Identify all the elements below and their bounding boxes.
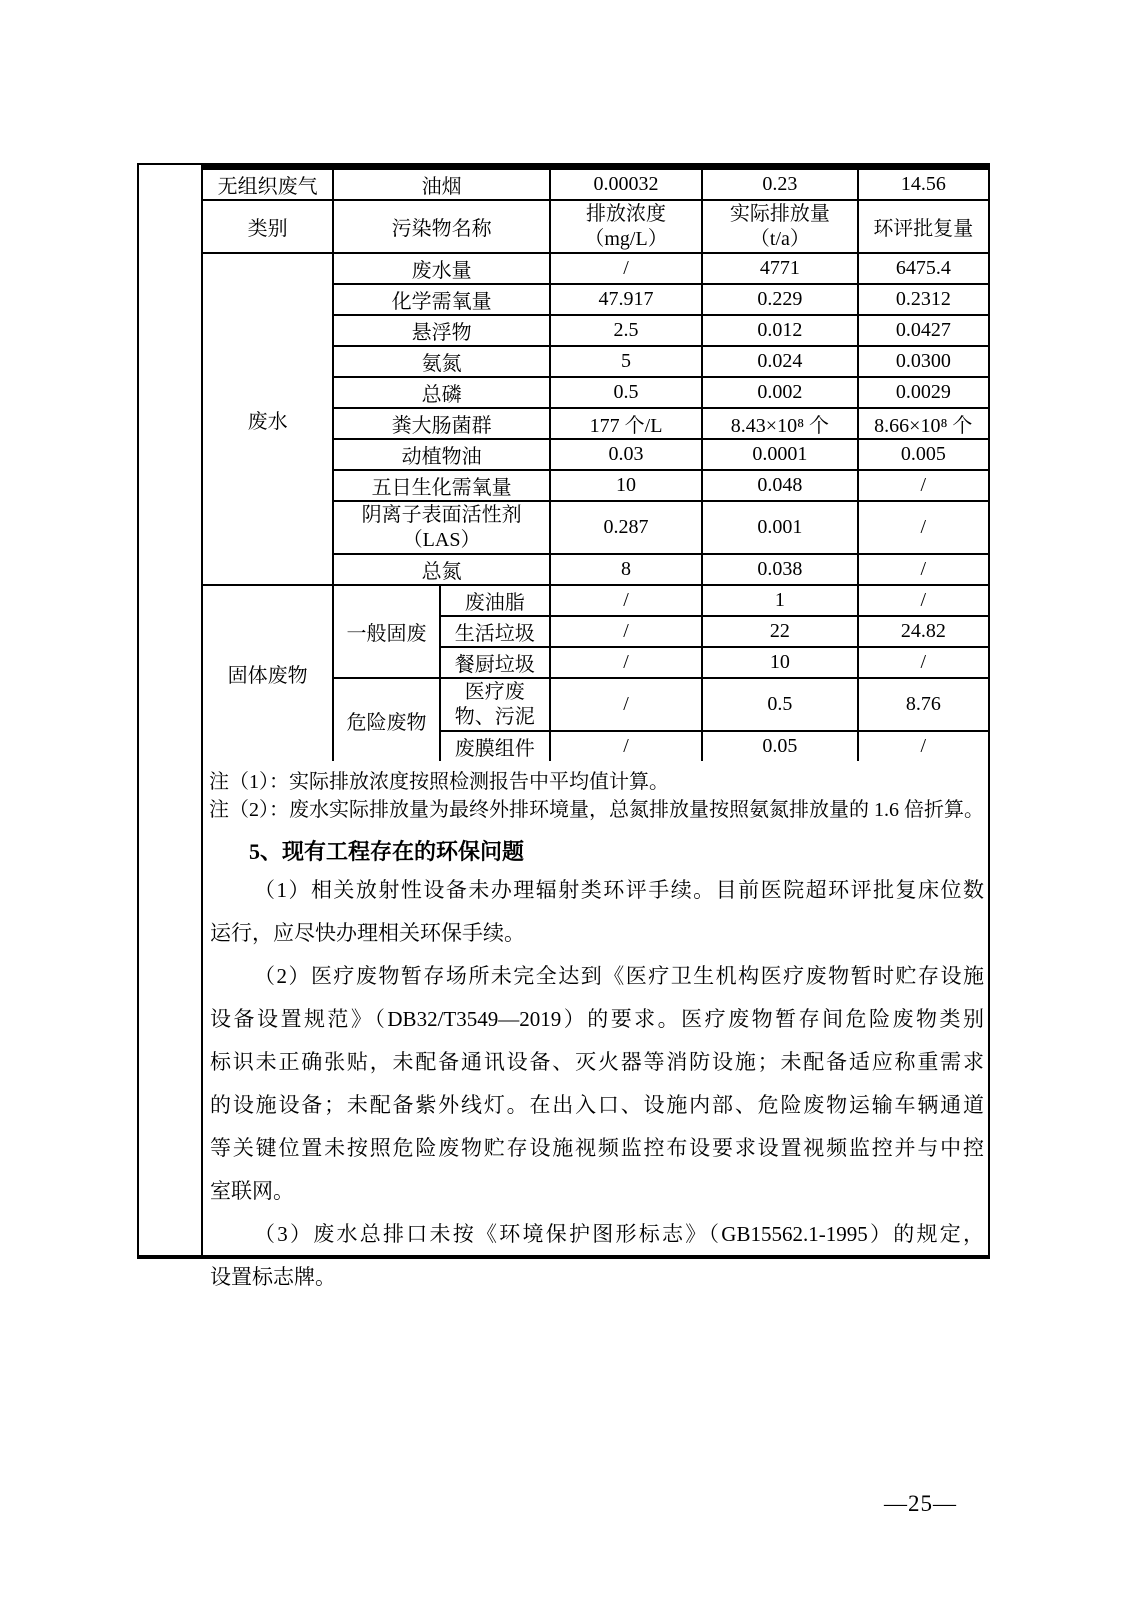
cell-approved: 8.76 bbox=[858, 678, 988, 731]
page-number: —25— bbox=[884, 1491, 957, 1516]
cell-actual: 0.048 bbox=[702, 470, 857, 501]
cell-approved: 8.66×10⁸ 个 bbox=[858, 408, 988, 439]
paragraph-line: 标识未正确张贴，未配备通讯设备、灭火器等消防设施；未配备适应称重需求 bbox=[210, 1050, 984, 1074]
cell-name bbox=[333, 501, 550, 554]
cell-name: 总氮 bbox=[333, 554, 550, 585]
cell-approved: 6475.4 bbox=[858, 253, 988, 284]
cell-name-line1: 医疗废 bbox=[464, 680, 525, 703]
cell-wastewater-category: 废水 bbox=[203, 253, 333, 585]
cell-concentration: 47.917 bbox=[550, 284, 702, 315]
cell-name: 废膜组件 bbox=[440, 731, 550, 761]
cell-actual: 0.012 bbox=[702, 315, 857, 346]
cell-approved: / bbox=[858, 585, 988, 616]
header-pollutant: 污染物名称 bbox=[333, 200, 550, 253]
cell-concentration: 8 bbox=[550, 554, 702, 585]
paragraph-line: 等关键位置未按照危险废物贮存设施视频监控布设要求设置视频监控并与中控 bbox=[210, 1136, 984, 1160]
header-actual bbox=[702, 200, 857, 253]
row-solid-0 bbox=[203, 585, 988, 616]
paragraph-line: （3）废水总排口未按《环境保护图形标志》（GB15562.1-1995）的规定， bbox=[254, 1222, 984, 1246]
cell-approved: 0.2312 bbox=[858, 284, 988, 315]
cell-name: 生活垃圾 bbox=[440, 616, 550, 647]
header-actual-line1: 实际排放量 bbox=[729, 202, 830, 225]
cell-approved: / bbox=[858, 554, 988, 585]
cell-solid-category: 固体废物 bbox=[203, 585, 333, 761]
cell-concentration: / bbox=[550, 253, 702, 284]
cell-actual: 8.43×10⁸ 个 bbox=[702, 408, 857, 439]
cell-concentration: / bbox=[550, 585, 702, 616]
cell-actual: 0.0001 bbox=[702, 439, 857, 470]
cell-name: 餐厨垃圾 bbox=[440, 647, 550, 678]
cell-concentration: 0.03 bbox=[550, 439, 702, 470]
cell-actual: 1 bbox=[702, 585, 857, 616]
cell-name-line2: 物、污泥 bbox=[454, 705, 535, 728]
cell-name: 粪大肠菌群 bbox=[333, 408, 550, 439]
cell-group-hazardous: 危险废物 bbox=[333, 678, 439, 761]
cell-actual: 22 bbox=[702, 616, 857, 647]
cell-concentration: 5 bbox=[550, 346, 702, 377]
cell-approved: 0.005 bbox=[858, 439, 988, 470]
header-approved: 环评批复量 bbox=[858, 200, 988, 253]
cell-approved: / bbox=[858, 647, 988, 678]
header-concentration-line2: （mg/L） bbox=[584, 227, 668, 250]
cell-group-general: 一般固废 bbox=[333, 585, 439, 678]
form-border bbox=[137, 163, 990, 1289]
cell-actual: 4771 bbox=[702, 253, 857, 284]
cell-actual: 0.23 bbox=[702, 170, 857, 200]
cell-approved: / bbox=[858, 731, 988, 761]
paragraph-line: 的设施设备；未配备紫外线灯。在出入口、设施内部、危险废物运输车辆通道 bbox=[210, 1093, 984, 1117]
cell-name: 化学需氧量 bbox=[333, 284, 550, 315]
cell-name bbox=[440, 678, 550, 731]
note-1: 注（1）：实际排放浓度按照检测报告中平均值计算。 bbox=[209, 771, 669, 793]
section-body bbox=[203, 869, 988, 1299]
cell-name: 悬浮物 bbox=[333, 315, 550, 346]
paragraph-line: （1）相关放射性设备未办理辐射类环评手续。目前医院超环评批复床位数 bbox=[254, 878, 984, 902]
cell-approved: 0.0029 bbox=[858, 377, 988, 408]
cell-name-line1: 阴离子表面活性剂 bbox=[361, 503, 522, 526]
row-wastewater-0 bbox=[203, 253, 988, 284]
cell-actual: 0.229 bbox=[702, 284, 857, 315]
cell-name: 动植物油 bbox=[333, 439, 550, 470]
cell-name: 废水量 bbox=[333, 253, 550, 284]
cell-actual: 0.038 bbox=[702, 554, 857, 585]
paragraph-line: 运行，应尽快办理相关环保手续。 bbox=[210, 921, 525, 945]
cell-concentration: 10 bbox=[550, 470, 702, 501]
cell-actual: 0.05 bbox=[702, 731, 857, 761]
form-content bbox=[203, 165, 988, 1289]
cell-concentration: / bbox=[550, 616, 702, 647]
cell-actual: 0.001 bbox=[702, 501, 857, 554]
paragraph-line: 设置标志牌。 bbox=[210, 1265, 336, 1289]
left-margin-cell bbox=[139, 165, 203, 1255]
cell-name: 氨氮 bbox=[333, 346, 550, 377]
cell-name: 废油脂 bbox=[440, 585, 550, 616]
header-concentration-line1: 排放浓度 bbox=[586, 202, 667, 225]
header-actual-line2: （t/a） bbox=[749, 227, 810, 250]
cell-approved: 24.82 bbox=[858, 616, 988, 647]
cell-concentration: / bbox=[550, 678, 702, 731]
cell-approved: 0.0427 bbox=[858, 315, 988, 346]
note-2: 注（2）：废水实际排放量为最终外排环境量，总氮排放量按照氨氮排放量的 1.6 倍折算。 bbox=[209, 799, 984, 821]
cell-actual: 0.002 bbox=[702, 377, 857, 408]
cell-name: 五日生化需氧量 bbox=[333, 470, 550, 501]
paragraph-line: 设备设置规范》（DB32/T3549—2019）的要求。医疗废物暂存间危险废物类别 bbox=[210, 1007, 984, 1031]
row-fugitive-gas bbox=[203, 170, 988, 200]
cell-concentration: 0.5 bbox=[550, 377, 702, 408]
section-heading: 5、现有工程存在的环保问题 bbox=[249, 839, 525, 864]
cell-actual: 0.024 bbox=[702, 346, 857, 377]
cell-concentration: / bbox=[550, 731, 702, 761]
cell-category: 无组织废气 bbox=[203, 170, 333, 200]
cell-concentration: 0.287 bbox=[550, 501, 702, 554]
cell-concentration: / bbox=[550, 647, 702, 678]
header-category: 类别 bbox=[203, 200, 333, 253]
cell-approved: 14.56 bbox=[858, 170, 988, 200]
cell-concentration: 177 个/L bbox=[550, 408, 702, 439]
cell-approved: / bbox=[858, 470, 988, 501]
row-header bbox=[203, 200, 988, 253]
cell-name: 总磷 bbox=[333, 377, 550, 408]
header-concentration bbox=[550, 200, 702, 253]
cell-concentration: 0.00032 bbox=[550, 170, 702, 200]
paragraph-line: （2）医疗废物暂存场所未完全达到《医疗卫生机构医疗废物暂时贮存设施 bbox=[254, 964, 984, 988]
cell-actual: 0.5 bbox=[702, 678, 857, 731]
table-notes bbox=[203, 761, 988, 824]
cell-name-line2: （LAS） bbox=[402, 528, 481, 551]
paragraph-line: 室联网。 bbox=[210, 1179, 294, 1203]
emissions-table bbox=[203, 170, 988, 761]
cell-pollutant: 油烟 bbox=[333, 170, 550, 200]
cell-approved: / bbox=[858, 501, 988, 554]
cell-actual: 10 bbox=[702, 647, 857, 678]
cell-approved: 0.0300 bbox=[858, 346, 988, 377]
cell-concentration: 2.5 bbox=[550, 315, 702, 346]
